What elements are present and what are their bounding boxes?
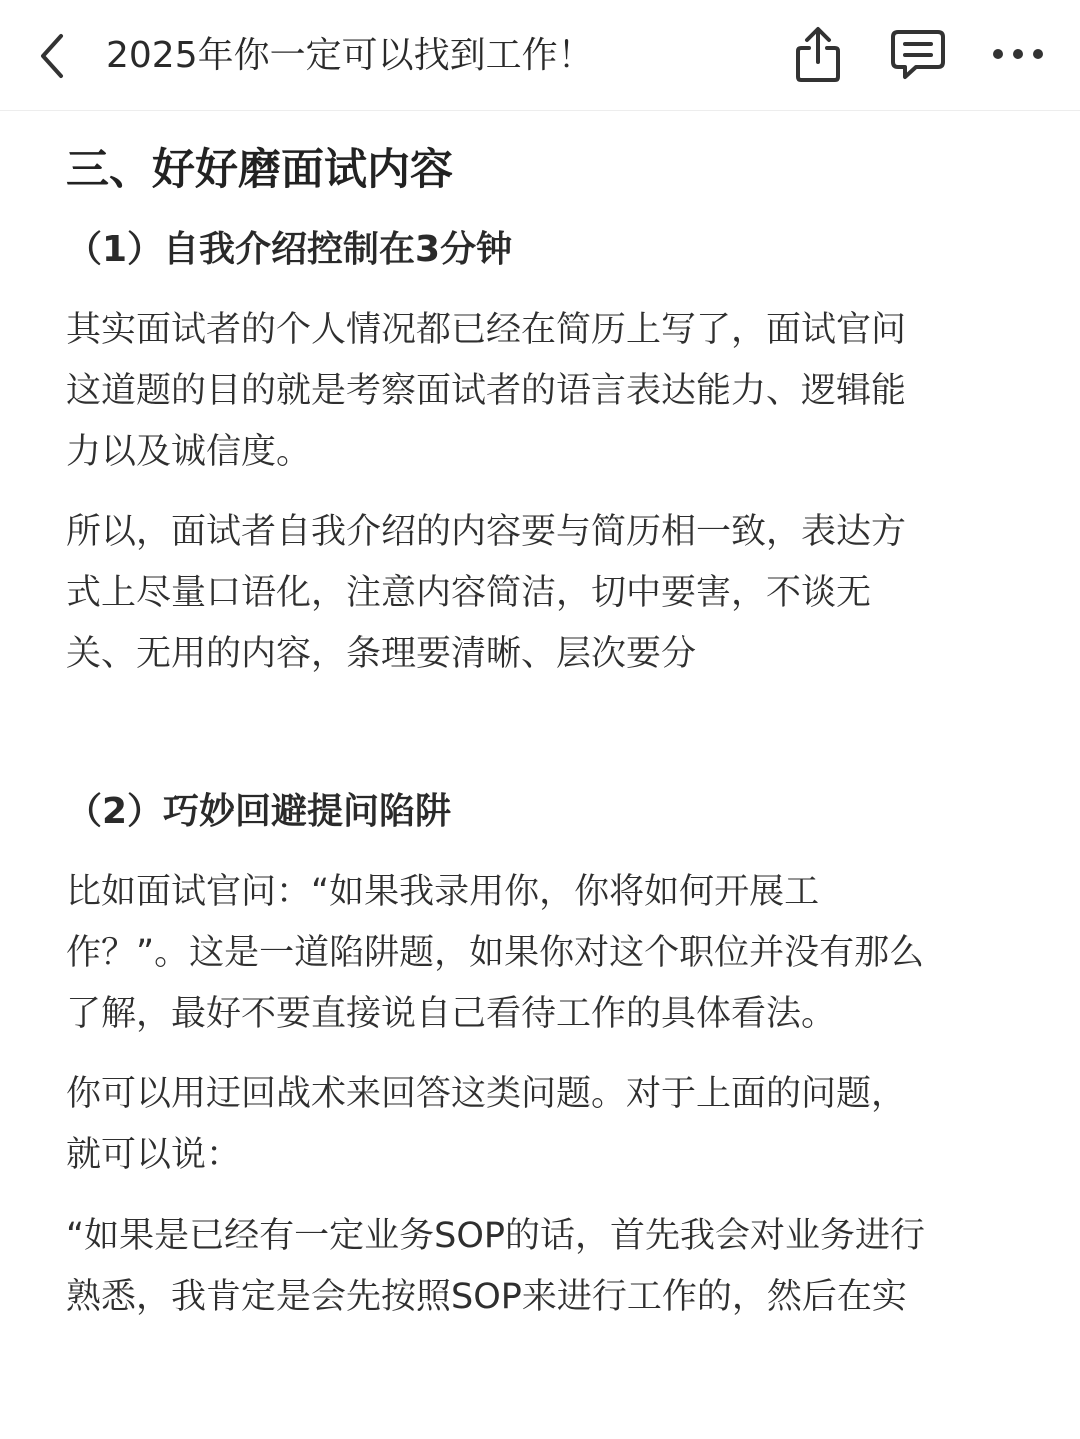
paragraph-2 — [66, 502, 1026, 685]
back-button[interactable] — [24, 26, 80, 86]
top-navigation-bar — [0, 0, 1080, 111]
share-button[interactable] — [786, 22, 850, 86]
paragraph-line: 熟悉，我肯定是会先按照SOP来进行工作的，然后在实 — [66, 1277, 907, 1317]
subsection-heading-1: （1）自我介绍控制在3分钟 — [66, 229, 513, 270]
more-options-button[interactable] — [986, 22, 1050, 86]
subsection-heading-2: （2）巧妙回避提问陷阱 — [66, 791, 452, 832]
paragraph-line: 作？”。这是一道陷阱题，如果你对这个职位并没有那么 — [66, 933, 925, 973]
paragraph-line: 了解，最好不要直接说自己看待工作的具体看法。 — [66, 994, 837, 1034]
paragraph-4 — [66, 1064, 1026, 1186]
paragraph-line: 式上尽量口语化，注意内容简洁，切中要害，不谈无 — [66, 573, 872, 613]
paragraph-line: 你可以用迂回战术来回答这类问题。对于上面的问题， — [66, 1074, 907, 1114]
paragraph-3 — [66, 862, 1026, 1045]
comment-icon — [888, 26, 948, 82]
paragraph-line: 力以及诚信度。 — [66, 432, 312, 472]
paragraph-line: 就可以说： — [66, 1135, 242, 1175]
more-horizontal-icon — [990, 46, 1046, 62]
paragraph-line: 其实面试者的个人情况都已经在简历上写了，面试官问 — [66, 310, 907, 350]
section-heading: 三、好好磨面试内容 — [66, 145, 453, 195]
paragraph-5 — [66, 1206, 1026, 1328]
comment-button[interactable] — [886, 22, 950, 86]
paragraph-line: 这道题的目的就是考察面试者的语言表达能力、逻辑能 — [66, 371, 907, 411]
paragraph-line: 比如面试官问：“如果我录用你，你将如何开展工 — [66, 872, 820, 912]
paragraph-line: 关、无用的内容，条理要清晰、层次要分 — [66, 634, 697, 674]
share-icon — [792, 24, 844, 84]
paragraph-1 — [66, 300, 1026, 483]
paragraph-line: “如果是已经有一定业务SOP的话，首先我会对业务进行 — [66, 1216, 926, 1256]
page-title: 2025年你一定可以找到工作！ — [106, 35, 594, 76]
paragraph-line: 所以，面试者自我介绍的内容要与简历相一致，表达方 — [66, 512, 907, 552]
chevron-left-icon — [37, 32, 67, 80]
